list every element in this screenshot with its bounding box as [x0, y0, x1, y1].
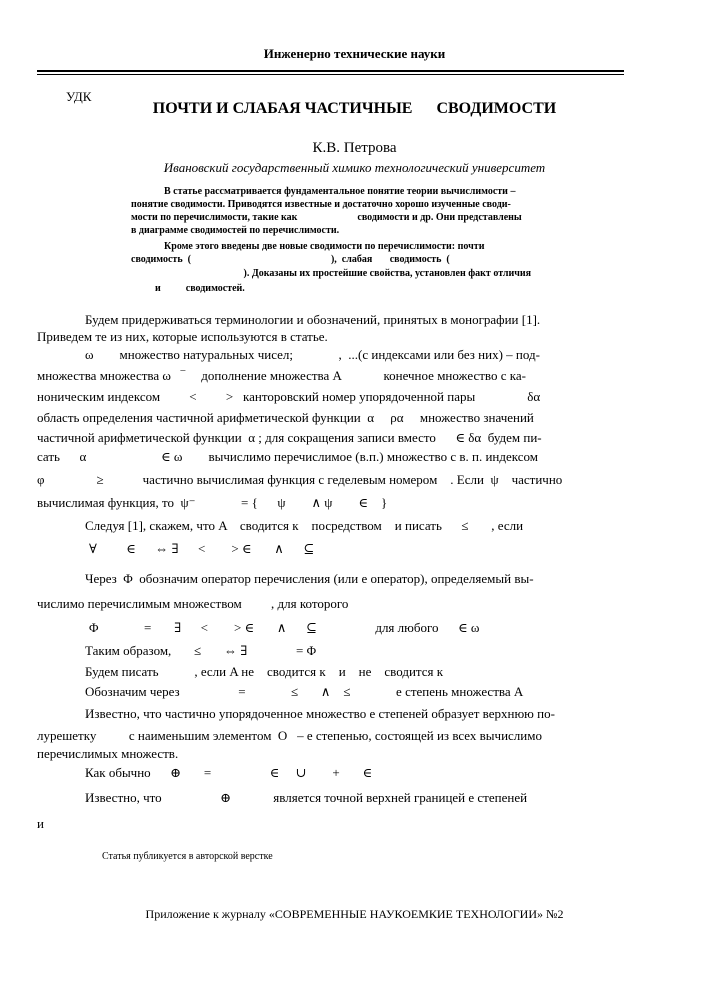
body-line: числимо перечислимым множеством , для которого [37, 596, 349, 611]
body-line: множества множества ω ‾ дополнение множества A конечное множество с ка- [37, 368, 526, 383]
body-line: ω множество натуральных чисел; , ...(с индексами или без них) – под- [85, 347, 540, 362]
abstract-line: сводимость ( ), слабая сводимость ( [131, 254, 450, 265]
body-line: и [37, 816, 44, 831]
abstract-line: ). Доказаны их простейшие свойства, установлен факт отличия [131, 268, 532, 279]
paper-title: ПОЧТИ И СЛАБАЯ ЧАСТИЧНЫЕ СВОДИМОСТИ [152, 100, 557, 117]
body-line: область определения частичной арифметической функции α ρα множество значений [37, 410, 534, 425]
body-line: Будем придерживаться терминологии и обозначений, принятых в монографии [1]. [85, 312, 541, 327]
body-line: Φ = ∃ < > ∈ ∧ ⊆ для любого ∈ ω [89, 620, 480, 635]
body-line: ∀ ∈ ⇔ ∃ < > ∈ ∧ ⊆ [89, 541, 315, 556]
footer-journal: Приложение к журналу «СОВРЕМЕННЫЕ НАУКОЕМКИЕ ТЕХНОЛОГИИ» №2 [145, 907, 564, 921]
abstract-line: Кроме этого введены две новые сводимости по перечислимости: почти [164, 241, 485, 252]
body-line: ноническим индексом < > канторовский номер упорядоченной пары δα [37, 389, 541, 404]
body-line: Известно, что ⊕ является точной верхней границей e степеней [85, 790, 528, 805]
header-rule-thin [37, 74, 624, 75]
abstract-line: мости по перечислимости, такие как сводимости и др. Они представлены [131, 212, 522, 223]
body-line: φ ≥ частично вычислимая функция с геделевым номером . Если ψ частично [37, 472, 563, 487]
body-line: Приведем те из них, которые используются в статье. [37, 329, 328, 344]
body-line: Следуя [1], скажем, что A сводится к посредством и писать ≤ , если [85, 518, 524, 533]
body-line: Таким образом, ≤ ⇔ ∃ = Φ [85, 643, 317, 658]
header-rule-thick [37, 70, 624, 72]
abstract-line: понятие сводимости. Приводятся известные и достаточно хорошо изученные своди- [131, 199, 511, 210]
body-line: Будем писать , если A не сводится к и не сводится к [85, 664, 444, 679]
body-line: Известно, что частично упорядоченное множество e степеней образует верхнюю по- [85, 706, 555, 721]
abstract-line: и сводимостей. [155, 283, 245, 294]
body-line: Через Φ обозначим оператор перечисления (или e оператор), определяемый вы- [85, 571, 534, 586]
body-line: вычислимая функция, то ψ⁻ = { ψ ∧ ψ ∈ } [37, 495, 388, 510]
abstract-line: В статье рассматривается фундаментальное понятие теории вычислимости – [164, 186, 516, 197]
body-line: сать α ∈ ω вычислимо перечислимое (в.п.) множество с в. п. индексом [37, 449, 538, 464]
body-line: частичной арифметической функции α ; для сокращения записи вместо ∈ δα будем пи- [37, 430, 542, 445]
body-line: перечислимых множеств. [37, 746, 179, 761]
author-name: К.В. Петрова [312, 140, 397, 156]
body-line: лурешетку с наименьшим элементом O – e степенью, состоящей из всех вычислимо [37, 728, 542, 743]
udk-label: УДК [66, 89, 92, 104]
body-line: Обозначим через = ≤ ∧ ≤ e степень множества A [85, 684, 524, 699]
abstract-line: в диаграмме сводимостей по перечислимости. [131, 225, 340, 236]
footer-note: Статья публикуется в авторской верстке [102, 851, 273, 862]
body-line: Как обычно ⊕ = ∈ ∪ + ∈ [85, 765, 373, 780]
affiliation: Ивановский государственный химико технологический университет [163, 160, 546, 175]
running-header: Инженерно технические науки [263, 46, 446, 61]
